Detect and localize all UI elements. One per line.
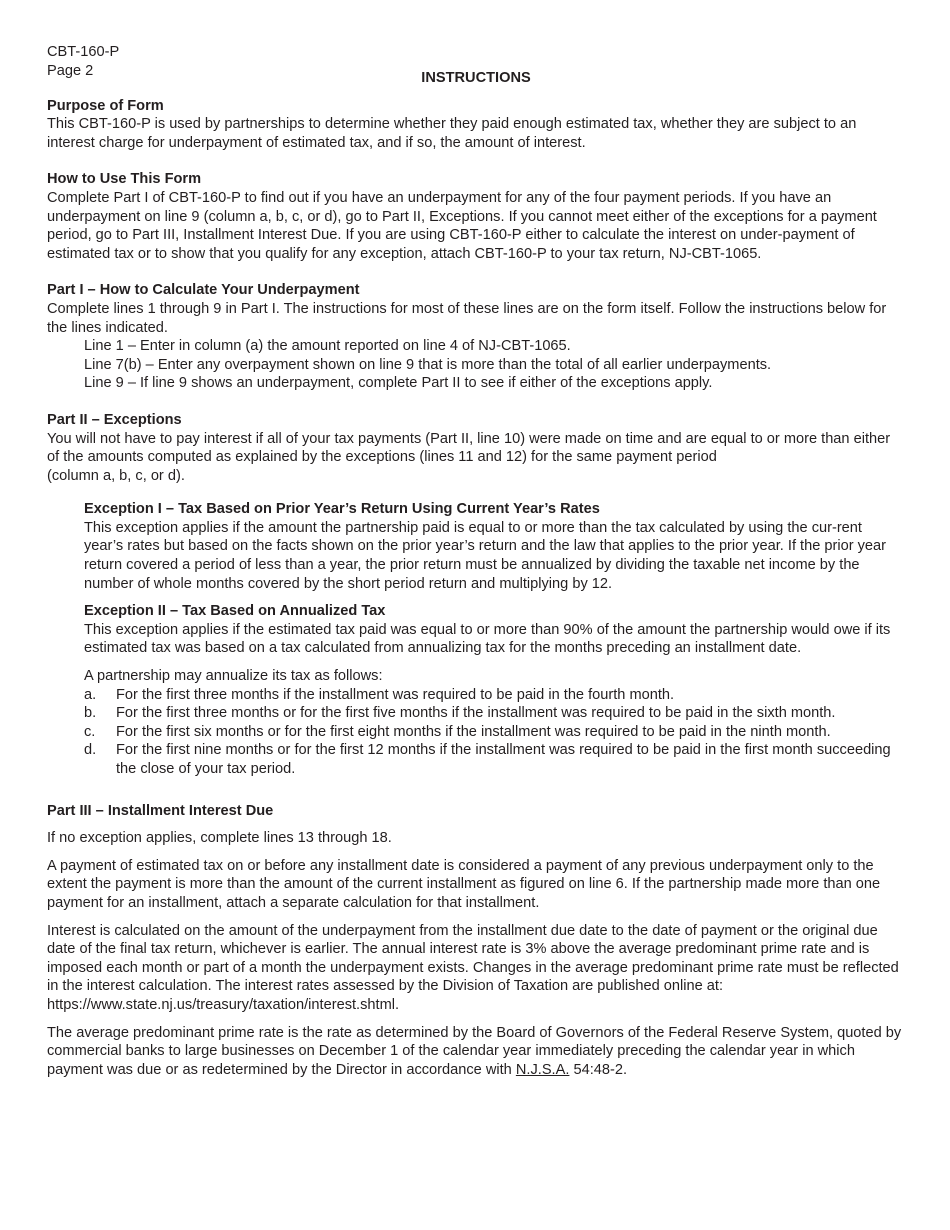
- part1-line: Line 1 – Enter in column (a) the amount reported on line 4 of NJ-CBT-1065.: [84, 338, 571, 355]
- purpose-text: This CBT-160-P is used by partnerships to determine whether they paid enough estimated tax, whether they are subject to an interest charge for underpayment of estimated tax, and if so, the amount of interest.: [47, 116, 857, 151]
- part1-section: [47, 281, 905, 393]
- exception2: [84, 602, 905, 685]
- how-to-use-text: Complete Part I of CBT-160-P to find out if you have an underpayment for any of the four payment periods. If you have an underpayment on line 9 (column a, b, c, or d), go to Part II, Exceptions. If you cannot meet either of the exceptions for a payment period, go to Part III, Installment Interest Due. If you are using CBT-160-P either to calculate the interest on under-payment of estimated tax or to show that you qualify for any exception, attach CBT-160-P to your tax return, NJ-CBT-1065.: [47, 189, 877, 262]
- part3-p4-tail: 54:48-2.: [573, 1061, 628, 1078]
- list-text: For the first three months if the installment was required to be paid in the fourth month.: [116, 686, 675, 703]
- exception1: [84, 500, 905, 593]
- part3-section: [47, 802, 905, 1080]
- part2-text: [47, 430, 905, 486]
- part3-paragraph: If no exception applies, complete lines 13 through 18.: [47, 830, 392, 847]
- list-item: [84, 723, 905, 742]
- how-to-use-heading: How to Use This Form: [47, 171, 202, 188]
- statute-reference: N.J.S.A.: [515, 1061, 570, 1078]
- list-text: For the first six months or for the first eight months if the installment was required to be paid in the ninth month.: [116, 723, 831, 740]
- how-to-use-section: [47, 170, 905, 263]
- part2-section: [47, 411, 905, 779]
- list-marker: d.: [84, 742, 97, 759]
- part3-p4-text: The average predominant prime rate is the rate as determined by the Board of Governors of the Federal Reserve System, quoted by commercial banks to large businesses on December 1 of the calendar year immediately preceding the calendar year in which payment was due or as redetermined by the Director in accordance with: [47, 1024, 902, 1078]
- list-item: [84, 704, 905, 723]
- part2-text-main: You will not have to pay interest if all of your tax payments (Part II, line 10) were made on time and are equal to or more than either of the amounts computed as explained by the exceptions (lines 11 and 12) for the same payment period: [47, 430, 891, 466]
- part1-line: Line 9 – If line 9 shows an underpayment, complete Part II to see if either of the exceptions apply.: [84, 375, 713, 392]
- part1-text: Complete lines 1 through 9 in Part I. The instructions for most of these lines are on the form itself. Follow the instructions below for the lines indicated.: [47, 300, 887, 336]
- list-text: For the first three months or for the first five months if the installment was required to be paid in the sixth month.: [116, 705, 836, 722]
- exception1-heading: Exception I – Tax Based on Prior Year’s Return Using Current Year’s Rates: [84, 501, 600, 518]
- part2-heading: Part II – Exceptions: [47, 411, 182, 428]
- purpose-heading: Purpose of Form: [47, 97, 164, 114]
- annualize-intro: A partnership may annualize its tax as follows:: [84, 668, 383, 685]
- list-item: [84, 741, 905, 778]
- part3-paragraph: Interest is calculated on the amount of the underpayment from the installment due date to the date of payment or the original due date of the final tax return, whichever is earlier. The annual interest rate is 3% above the average predominant prime rate and is imposed each month or part of a month the underpayment exists. Changes in the average predominant prime rate must be reflected in the interest calculation. The interest rates assessed by the Division of Taxation are published online at: https://www.state.nj.us/treasury/taxation/interest.shtml.: [47, 922, 899, 1013]
- part3-heading: Part III – Installment Interest Due: [47, 802, 274, 819]
- form-id: CBT-160-P: [47, 44, 120, 60]
- instructions-page: [47, 43, 905, 1079]
- exception1-text: This exception applies if the amount the partnership paid is equal to or more than the tax calculated by using the cur-rent year’s rates but based on the facts shown on the prior year’s return and the law that applies to the prior year. If the prior year return covered a period of less than a year, the prior return must be annualized by dividing the taxable net income by the number of whole months covered by the short period return and multiplying by 12.: [84, 519, 887, 592]
- exception2-text: This exception applies if the estimated tax paid was equal to or more than 90% of the amount the partnership would owe if its estimated tax was based on a tax calculated from annualizing tax for the months preceding an installment date.: [84, 621, 891, 657]
- list-item: [84, 686, 905, 705]
- annualize-options: [84, 686, 905, 779]
- part3-paragraph: A payment of estimated tax on or before any installment date is considered a payment of any previous underpayment only to the extent the payment is more than the amount of the current installment as figured on line 6. If the partnership made more than one payment for an installment, attach a separate calculation for that installment.: [47, 857, 881, 911]
- page-title: INSTRUCTIONS: [421, 70, 531, 86]
- list-marker: c.: [84, 723, 96, 740]
- list-text: For the first nine months or for the first 12 months if the installment was required to be paid in the first month succeeding the close of your tax period.: [116, 742, 891, 777]
- list-marker: b.: [84, 705, 97, 722]
- part1-line: Line 7(b) – Enter any overpayment shown on line 9 that is more than the total of all earlier underpayments.: [84, 356, 772, 373]
- page-number: Page 2: [47, 63, 94, 79]
- purpose-section: [47, 97, 905, 153]
- part3-paragraph: [47, 1024, 905, 1080]
- list-marker: a.: [84, 686, 97, 703]
- part2-text-tail: (column a, b, c, or d).: [47, 467, 185, 484]
- exception2-heading: Exception II – Tax Based on Annualized Tax: [84, 603, 386, 620]
- part1-heading: Part I – How to Calculate Your Underpayment: [47, 282, 360, 299]
